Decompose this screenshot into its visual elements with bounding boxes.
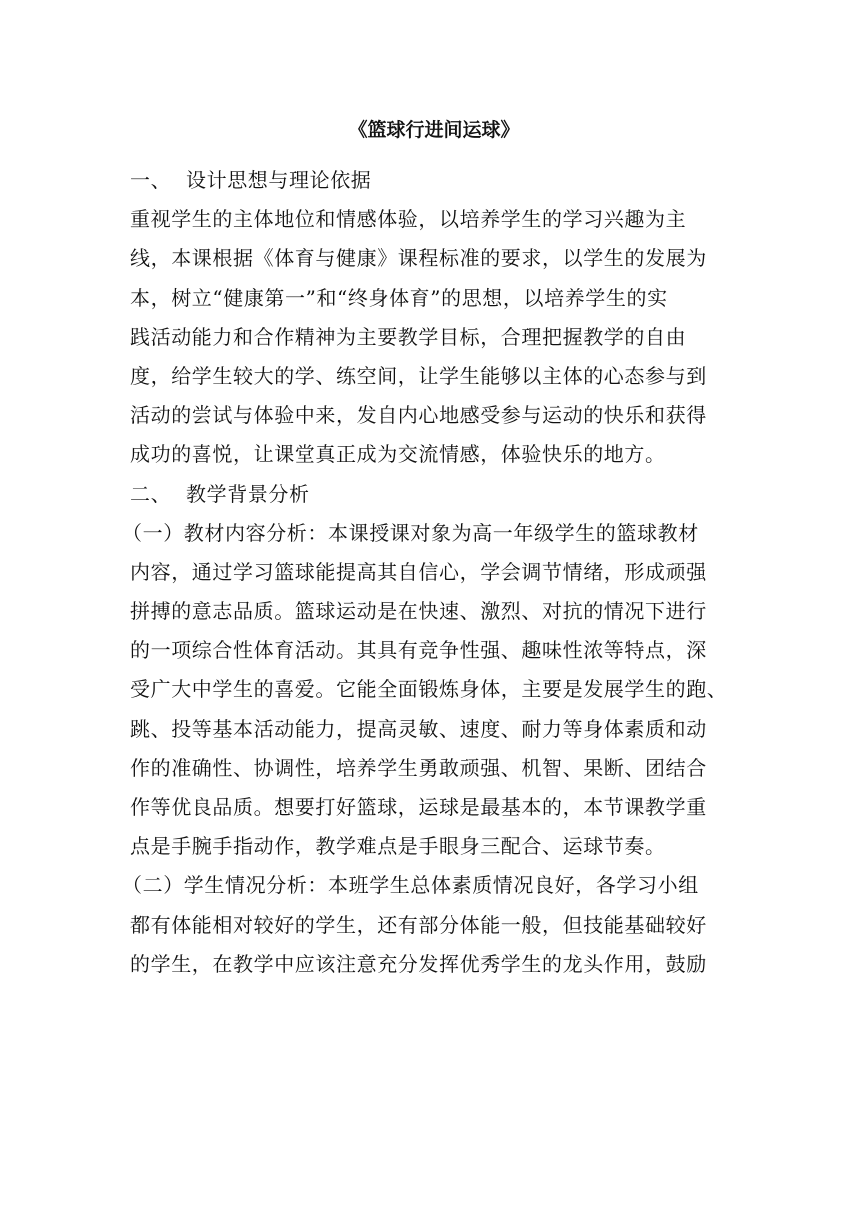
paragraph-line: 作的准确性、协调性，培养学生勇敢顽强、机智、果断、团结合 <box>130 755 707 780</box>
section-heading-text: 教学背景分析 <box>186 481 310 506</box>
paragraph-line: 度，给学生较大的学、练空间，让学生能够以主体的心态参与到 <box>130 363 707 388</box>
paragraph-line: 受广大中学生的喜爱。它能全面锻炼身体，主要是发展学生的跑、 <box>130 677 728 702</box>
section-heading-1 <box>130 161 730 200</box>
paragraph-line: 重视学生的主体地位和情感体验，以培养学生的学习兴趣为主 <box>130 207 687 232</box>
subsection1-paragraph <box>122 514 730 867</box>
paragraph-line: 的学生，在教学中应该注意充分发挥优秀学生的龙头作用，鼓励 <box>130 951 707 976</box>
paragraph-line: 跳、投等基本活动能力，提高灵敏、速度、耐力等身体素质和动 <box>130 716 707 741</box>
paragraph-line: 拼搏的意志品质。篮球运动是在快速、激烈、对抗的情况下进行 <box>130 599 707 624</box>
paragraph-line: 成功的喜悦，让课堂真正成为交流情感，体验快乐的地方。 <box>130 442 666 467</box>
section-heading-2 <box>130 475 730 514</box>
subsection2-paragraph <box>122 866 730 984</box>
paragraph-line: 的一项综合性体育活动。其具有竞争性强、趣味性浓等特点，深 <box>130 638 707 663</box>
paragraph-line: 本，树立“健康第一”和“终身体育”的思想，以培养学生的实 <box>130 285 668 310</box>
paragraph-line: 作等优良品质。想要打好篮球，运球是最基本的，本节课教学重 <box>130 795 707 819</box>
document-page <box>122 116 730 984</box>
paragraph-line: 点是手腕手指动作，教学难点是手眼身三配合、运球节奏。 <box>130 834 666 859</box>
section-number: 二、 <box>130 481 172 506</box>
paragraph-line: （二）学生情况分析：本班学生总体素质情况良好，各学习小组 <box>122 873 699 898</box>
document-title: 《篮球行进间运球》 <box>348 119 520 141</box>
paragraph-line: 内容，通过学习篮球能提高其自信心，学会调节情绪，形成顽强 <box>130 559 707 584</box>
paragraph-line: 都有体能相对较好的学生，还有部分体能一般，但技能基础较好 <box>130 912 707 937</box>
section-number: 一、 <box>130 168 172 192</box>
section1-paragraph <box>130 200 730 474</box>
paragraph-line: 线，本课根据《体育与健康》课程标准的要求，以学生的发展为 <box>130 246 707 271</box>
paragraph-line: 活动的尝试与体验中来，发自内心地感受参与运动的快乐和获得 <box>130 403 707 428</box>
paragraph-line: （一）教材内容分析：本课授课对象为高一年级学生的篮球教材 <box>122 520 699 545</box>
paragraph-line: 践活动能力和合作精神为主要教学目标，合理把握教学的自由 <box>130 324 687 349</box>
section-heading-text: 设计思想与理论依据 <box>186 168 372 192</box>
